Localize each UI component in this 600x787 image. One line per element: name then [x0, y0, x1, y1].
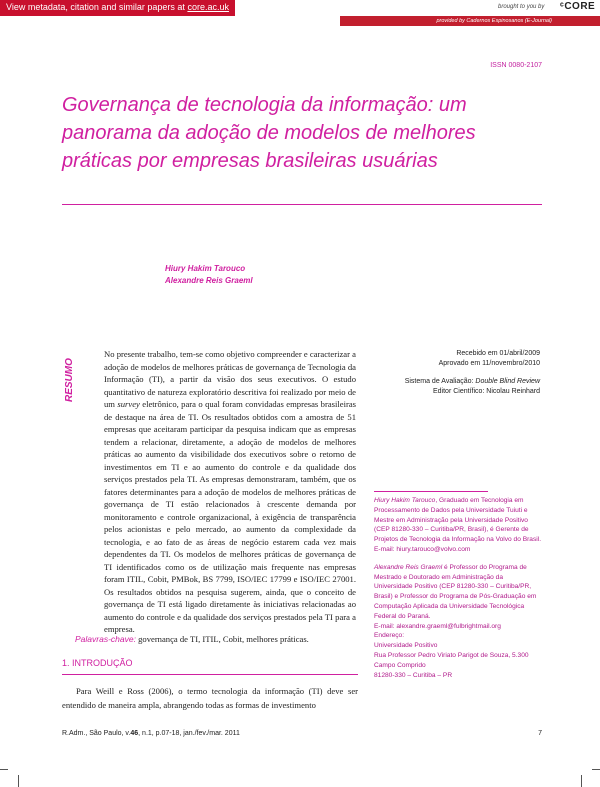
- crop-mark: [592, 769, 600, 770]
- address-label: Endereço:: [374, 632, 405, 640]
- page-footer: [62, 730, 542, 737]
- received-date: Recebido em 01/abril/2009: [456, 350, 540, 357]
- address-line: 81280-330 – Curitiba – PR: [374, 671, 453, 679]
- section-rule: [62, 674, 358, 675]
- crop-mark: [581, 775, 582, 787]
- core-logo-icon: ᶜ: [560, 1, 565, 12]
- resumo-text: RESUMO: [64, 358, 75, 402]
- author-email[interactable]: E-mail: hiury.tarouco@volvo.com: [374, 545, 471, 553]
- address-line: Universidade Positivo: [374, 642, 438, 650]
- author-name: Alexandre Reis Graeml: [165, 276, 253, 285]
- address-line: Rua Professor Pedro Viriato Parigot de Souza, 5.300: [374, 651, 529, 659]
- review-system: Sistema de Avaliação: Double Blind Review: [404, 378, 540, 385]
- resumo-label: [64, 350, 78, 402]
- title-rule: [62, 204, 542, 205]
- author-email[interactable]: E-mail: alexandre.graeml@fulbrightmail.org: [374, 622, 501, 630]
- bio-rule: [374, 491, 488, 492]
- author-bio: Alexandre Reis Graeml é Professor do Programa de Mestrado e Doutorado em Administração da Universidade Positivo (CEP 81280-330 – Curitiba/PR, Brasil) e Professor do Programa de Pós-Graduação em Computação Aplicada da Universidade Tecnológica Federal do Paraná.: [374, 563, 537, 620]
- brought-to-you-text: brought to you by: [498, 4, 545, 10]
- section-heading: 1. INTRODUÇÃO: [62, 658, 133, 668]
- view-metadata-text: View metadata, citation and similar papers at: [6, 2, 188, 12]
- intro-paragraph: Para Weill e Ross (2006), o termo tecnologia da informação (TI) deve ser entendido de maneira ampla, abrangendo todas as formas de investimento: [62, 686, 358, 710]
- keywords: [75, 634, 309, 644]
- article-title: Governança de tecnologia da informação: um panorama da adoção de modelos de melhores práticas por empresas brasileiras usuárias: [62, 94, 476, 172]
- crop-mark: [18, 775, 19, 787]
- scientific-editor: Editor Científico: Nicolau Reinhard: [433, 388, 540, 395]
- author-bio: Hiury Hakim Tarouco, Graduado em Tecnologia em Processamento de Dados pela Universidade Tuiuti e Mestre em Administração pela Universidade Positivo (CEP 81280-330 – Curitiba/PR, Brasil), é Gerente de Projetos de Tecnologia da Informação na Volvo do Brasil.: [374, 497, 542, 544]
- citation: R.Adm., São Paulo, v.46, n.1, p.07-18, jan./fev./mar. 2011: [62, 730, 240, 737]
- issn: ISSN 0080-2107: [490, 62, 542, 69]
- crop-mark: [0, 769, 8, 770]
- keywords-label: Palavras-chave:: [75, 634, 136, 644]
- submission-info: [372, 349, 540, 397]
- core-link[interactable]: core.ac.uk: [187, 2, 229, 12]
- provided-by-bar: provided by Cadernos Espinosanos (E-Journal): [340, 16, 600, 26]
- core-logo[interactable]: [560, 1, 595, 12]
- abstract-text: No presente trabalho, tem-se como objetivo compreender e caracterizar a adoção de modelos de melhores práticas de governança de Tecnologia da Informação (TI), a partir da visão dos seus executivos. O estudo quantitativo de natureza exploratório descritiva foi realizado por meio de um survey eletrônico, para o qual foram convidadas empresas brasileiras de destaque na área de TI. Os resultados obtidos com a amostra de 51 empresas que aceitaram participar da pesquisa indicam que as empresas tendem a relacionar, diretamente, a adoção de modelos de melhores práticas ao aumento da visibilidade dos executivos sobre o retorno de investimentos em TI e ao aumento do controle e da qualidade dos serviços prestados pela TI. As empresas demonstraram, também, que os fatores determinantes para a adoção de modelos de melhores práticas de governança de TI estão relacionados à crescente demanda por monitoramento e controle organizacional, à exigência de transparência pelos acionistas e pelo mercado, ao aumento da complexidade da tecnologia, e ao fato de as áreas de negócio estarem cada vez mais dependentes da TI. Os modelos de melhores práticas de governança de TI identificados como os de utilização mais frequente nas empresas foram ITIL, Cobit, PMBok, BS 7799, ISO/IEC 17799 e ISO/IEC 27001. Os resultados obtidos na pesquisa sugerem, ainda, que o conceito de governança de TI está ligado diretamente às iniciativas relacionadas ao aumento do controle e da qualidade dos serviços prestados pela TI para a empresa.: [104, 349, 356, 634]
- address-line: Campo Comprido: [374, 661, 426, 669]
- page-number: 7: [538, 730, 542, 737]
- author-bios: [374, 496, 542, 680]
- author-name: Hiury Hakim Tarouco: [165, 264, 246, 273]
- approved-date: Aprovado em 11/novembro/2010: [438, 360, 540, 367]
- keywords-value: governança de TI, ITIL, Cobit, melhores práticas.: [138, 634, 309, 644]
- view-metadata-link[interactable]: [0, 0, 235, 16]
- author-list: [165, 263, 253, 287]
- core-logo-text: CORE: [564, 1, 596, 12]
